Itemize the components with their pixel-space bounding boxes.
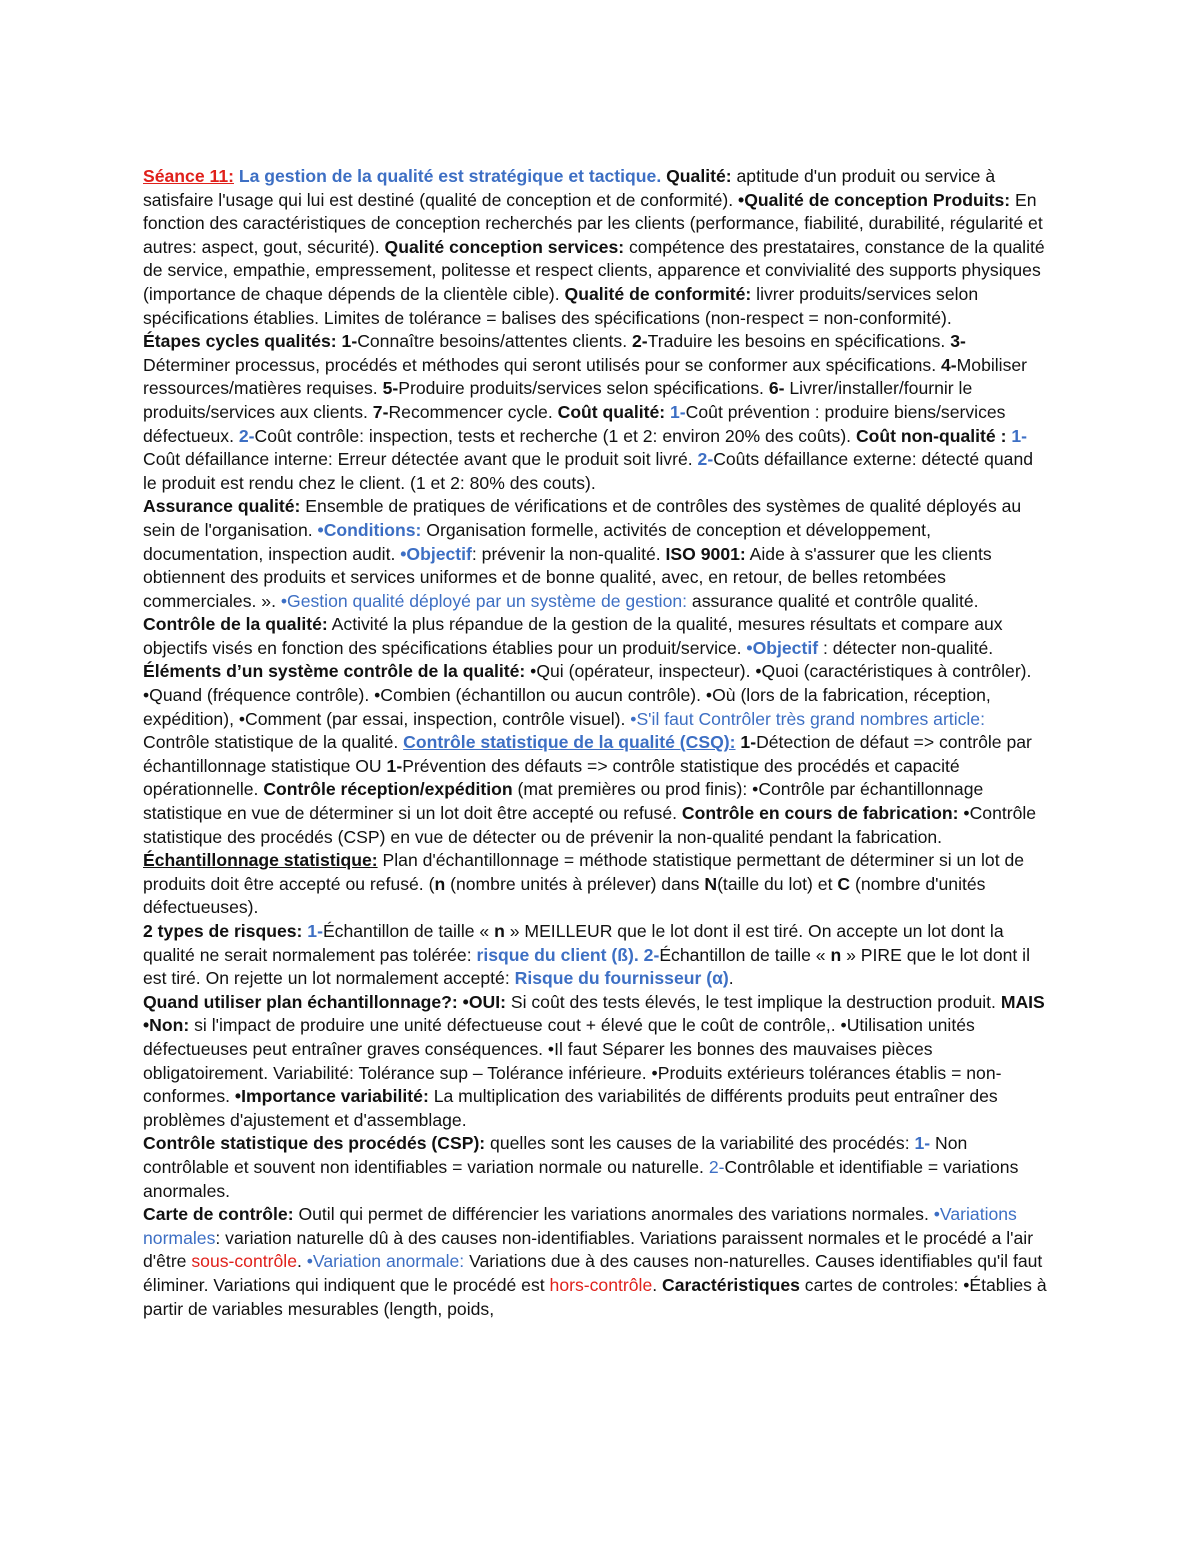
text-run: Aide à s'assurer que les clients obtiennent des produits et services uniformes et de bonne qualité, avec, en retour, de belles retombées commerciales. ». bbox=[143, 543, 992, 611]
text-run: 6- bbox=[768, 378, 785, 399]
text-run: Contrôle réception/expédition bbox=[263, 779, 513, 800]
text-run: Éléments d’un système contrôle de la qualité: bbox=[143, 661, 526, 682]
text-run: Coût prévention : produire biens/services défectueux. bbox=[143, 401, 1006, 446]
text-run: . bbox=[296, 1251, 307, 1272]
paragraph bbox=[143, 920, 1048, 991]
document-page bbox=[143, 165, 1048, 1321]
text-run: 5- bbox=[382, 378, 399, 399]
text-run: Séance 11: bbox=[143, 166, 234, 186]
text-run: ISO 9001: bbox=[665, 543, 746, 564]
paragraph bbox=[143, 660, 1048, 849]
text-run: risque du client (ß). bbox=[476, 944, 639, 965]
text-run: (nombre d'unités défectueuses). bbox=[143, 873, 986, 918]
text-run: Coût non-qualité : bbox=[855, 425, 1007, 446]
text-run: 1- bbox=[740, 732, 757, 753]
text-run: •Objectif bbox=[400, 543, 472, 564]
text-run: Coût qualité: bbox=[557, 401, 666, 422]
text-run: Échantillonnage statistique: bbox=[143, 850, 378, 871]
text-run: Ensemble de pratiques de vérifications et de contrôles des systèmes de qualité déployés au sein de l'organisation. bbox=[143, 496, 1022, 540]
text-run: La multiplication des variabilités de différents produits peut entraîner des problèmes d'ajustement et d'assemblage. bbox=[143, 1086, 998, 1130]
text-run: » MEILLEUR que le lot dont il est tiré. On accepte un lot dont la qualité ne serait normalement pas tolérée: bbox=[143, 921, 1004, 965]
text-run: Contrôle statistique des procédés (CSP): bbox=[143, 1133, 486, 1154]
text-run: Coûts défaillance externe: détecté quand le produit est rendu chez le client. (1 et 2: 80% des couts). bbox=[143, 449, 1034, 493]
text-run: Quand utiliser plan échantillonnage?: bbox=[143, 991, 458, 1012]
text-run: sous-contrôle bbox=[191, 1251, 297, 1272]
text-run: aptitude d'un produit ou service à satisfaire l'usage qui lui est destiné (qualité de conception et de conformité). bbox=[143, 166, 996, 210]
paragraph bbox=[143, 991, 1048, 1133]
text-run: 2- bbox=[708, 1156, 725, 1177]
text-run: Non contrôlable et souvent non identifiables = variation normale ou naturelle. bbox=[143, 1133, 968, 1177]
text-run: » PIRE que le lot dont il est tiré. On rejette un lot normalement accepté: bbox=[143, 944, 1030, 989]
paragraph bbox=[143, 330, 1048, 495]
text-run: •OUI: bbox=[462, 991, 506, 1012]
text-run: Contrôlable et identifiable = variations anormales. bbox=[143, 1156, 1019, 1201]
text-run: n bbox=[830, 944, 842, 965]
text-run: (nombre unités à prélever) dans bbox=[445, 873, 705, 894]
paragraph bbox=[143, 1203, 1048, 1321]
text-run: quelles sont les causes de la variabilité des procédés: bbox=[485, 1133, 915, 1154]
text-run: Outil qui permet de différencier les variations anormales des variations normales. bbox=[293, 1204, 934, 1225]
text-run: 1- bbox=[386, 755, 403, 776]
text-run: Étapes cycles qualités: bbox=[143, 331, 337, 352]
text-run: •Conditions: bbox=[317, 519, 422, 540]
text-run: •Contrôle statistique des procédés (CSP) en vue de détecter ou de prévenir la non-qualité pendant la fabrication. bbox=[143, 803, 1037, 847]
text-run: Caractéristiques bbox=[662, 1274, 800, 1295]
text-run: N bbox=[704, 873, 718, 894]
text-run: Échantillon de taille « bbox=[322, 921, 495, 941]
text-run: (taille du lot) et bbox=[717, 873, 838, 894]
text-run: 2- bbox=[632, 331, 648, 352]
text-run: •Importance variabilité: bbox=[234, 1086, 429, 1107]
text-run: : variation naturelle dû à des causes non-identifiables. Variations paraissent normales et le procédé a l'air d'être bbox=[143, 1227, 1034, 1272]
text-run: 2- bbox=[697, 449, 714, 470]
text-run: . bbox=[728, 968, 734, 989]
text-run: Qualité: bbox=[666, 166, 732, 186]
text-run: Prévention des défauts => contrôle statistique des procédés et capacité opérationnelle. bbox=[143, 755, 960, 800]
text-run: Contrôle de la qualité: bbox=[143, 614, 328, 635]
text-run: 7- bbox=[372, 401, 389, 422]
text-run: •Qui (opérateur, inspecteur). •Quoi (caractéristiques à contrôler). •Quand (fréquence contrôle). •Combien (échantillon ou aucun contrôle). •Où (lors de la fabrication, réception, expédition), •Comment (par essai, inspection, contrôle visuel). bbox=[143, 661, 1032, 729]
text-run: assurance qualité et contrôle qualité. bbox=[687, 590, 979, 611]
text-run: n bbox=[494, 921, 505, 941]
text-run: cartes de controles: •Établies à partir de variables mesurables (length, poids, bbox=[143, 1274, 1047, 1319]
text-run: 2- bbox=[238, 425, 255, 446]
text-run: Carte de contrôle: bbox=[143, 1204, 294, 1225]
text-run: 2- bbox=[643, 944, 660, 965]
text-run: Organisation formelle, activités de conception et développement, documentation, inspection audit. bbox=[143, 519, 931, 564]
text-run: Coût défaillance interne: Erreur détectée avant que le produit soit livré. bbox=[143, 449, 698, 470]
paragraph bbox=[143, 165, 1048, 330]
text-run: Déterminer processus, procédés et méthodes qui seront utilisés pour se conformer aux spécifications. bbox=[143, 354, 941, 375]
text-run: Activité la plus répandue de la gestion de la qualité, mesures résultats et compare aux objectifs visés en fonction des spécifications établies pour un produit/service. bbox=[143, 614, 1003, 658]
text-run: . bbox=[652, 1274, 663, 1295]
text-run: Plan d'échantillonnage = méthode statistique permettant de déterminer si un lot de produits doit être accepté ou refusé. ( bbox=[143, 850, 1025, 894]
text-run: si l'impact de produire une unité défectueuse cout + élevé que le coût de contrôle,. •Utilisation unités défectueuses peut entraîner graves conséquences. •Il faut Séparer les bonnes des mauvaises pièces obligatoirement. Variabilité: Tolérance sup – Tolérance inférieure. •Produits extérieurs tolérances établis = non-conformes. bbox=[143, 1015, 1002, 1107]
text-run: Échantillon de taille « bbox=[659, 944, 831, 965]
text-run: •Qualité de conception Produits: bbox=[738, 189, 1011, 210]
text-run: : détecter non-qualité. bbox=[818, 637, 994, 658]
text-run: Connaître besoins/attentes clients. bbox=[357, 331, 633, 352]
text-run: Risque du fournisseur (α) bbox=[514, 968, 729, 989]
text-run: Mobiliser ressources/matières requises. bbox=[143, 354, 1028, 399]
text-run: 3- bbox=[950, 331, 966, 352]
text-run: 1- bbox=[307, 921, 323, 941]
text-run: C bbox=[837, 873, 851, 894]
text-run: •Variations normales bbox=[143, 1204, 1017, 1248]
text-run: En fonction des caractéristiques de conception recherchés par les clients (performance, fiabilité, durabilité, régularité et autres: aspect, gout, sécurité). bbox=[143, 189, 1043, 257]
text-run: Variations due à des causes non-naturelles. Causes identifiables qu'il faut éliminer. Variations qui indiquent que le procédé est bbox=[143, 1251, 1043, 1295]
text-run: •Gestion qualité déployé par un système de gestion: bbox=[280, 590, 688, 611]
text-run: Assurance qualité: bbox=[143, 496, 301, 517]
text-run: Livrer/installer/fournir le produits/services aux clients. bbox=[143, 378, 973, 422]
text-run: Recommencer cycle. bbox=[388, 401, 558, 422]
text-run: (mat premières ou prod finis): •Contrôle par échantillonnage statistique en vue de déterminer si un lot doit être accepté ou refusé. bbox=[143, 779, 984, 824]
paragraph bbox=[143, 1132, 1048, 1203]
text-run: 1- bbox=[670, 401, 686, 422]
paragraph bbox=[143, 495, 1048, 660]
text-run: Qualité de conformité: bbox=[564, 283, 752, 304]
text-run: Détection de défaut => contrôle par échantillonnage statistique OU bbox=[143, 732, 1032, 776]
text-run: Qualité conception services: bbox=[384, 236, 625, 257]
text-run: compétence des prestataires, constance de la qualité de service, empathie, empressement, politesse et respect clients, apparence et convivialité des supports physiques (importance de chaque dépends de la clientèle cible). bbox=[143, 236, 1045, 304]
text-run: Contrôle statistique de la qualité (CSQ): bbox=[403, 732, 736, 753]
paragraph bbox=[143, 849, 1048, 920]
text-run: Coût contrôle: inspection, tests et recherche (1 et 2: environ 20% des coûts). bbox=[254, 425, 856, 446]
text-run: Si coût des tests élevés, le test implique la destruction produit. bbox=[505, 991, 1001, 1012]
text-run: Contrôle en cours de fabrication: bbox=[681, 803, 959, 824]
text-run: n bbox=[434, 873, 446, 894]
text-run: Contrôle statistique de la qualité. bbox=[143, 732, 404, 753]
text-run: 1- bbox=[914, 1133, 931, 1154]
text-run: Traduire les besoins en spécifications. bbox=[647, 331, 951, 352]
text-run: : prévenir la non-qualité. bbox=[471, 543, 666, 564]
text-run: MAIS •Non: bbox=[143, 991, 1045, 1036]
text-run: •Objectif bbox=[746, 637, 819, 658]
text-run: livrer produits/services selon spécifications établies. Limites de tolérance = balises des spécifications (non-respect = non-conformité). bbox=[143, 283, 979, 328]
text-run: La gestion de la qualité est stratégique et tactique. bbox=[238, 166, 662, 186]
text-run: 4- bbox=[940, 354, 957, 375]
text-run: hors-contrôle bbox=[549, 1274, 653, 1295]
text-run: 2 types de risques: bbox=[143, 921, 303, 941]
text-run: •S'il faut Contrôler très grand nombres article: bbox=[630, 708, 985, 729]
text-run: Produire produits/services selon spécifications. bbox=[398, 378, 769, 399]
text-run: •Variation anormale: bbox=[306, 1251, 465, 1272]
text-run: 1- bbox=[1011, 425, 1027, 446]
text-run: 1- bbox=[341, 331, 358, 352]
